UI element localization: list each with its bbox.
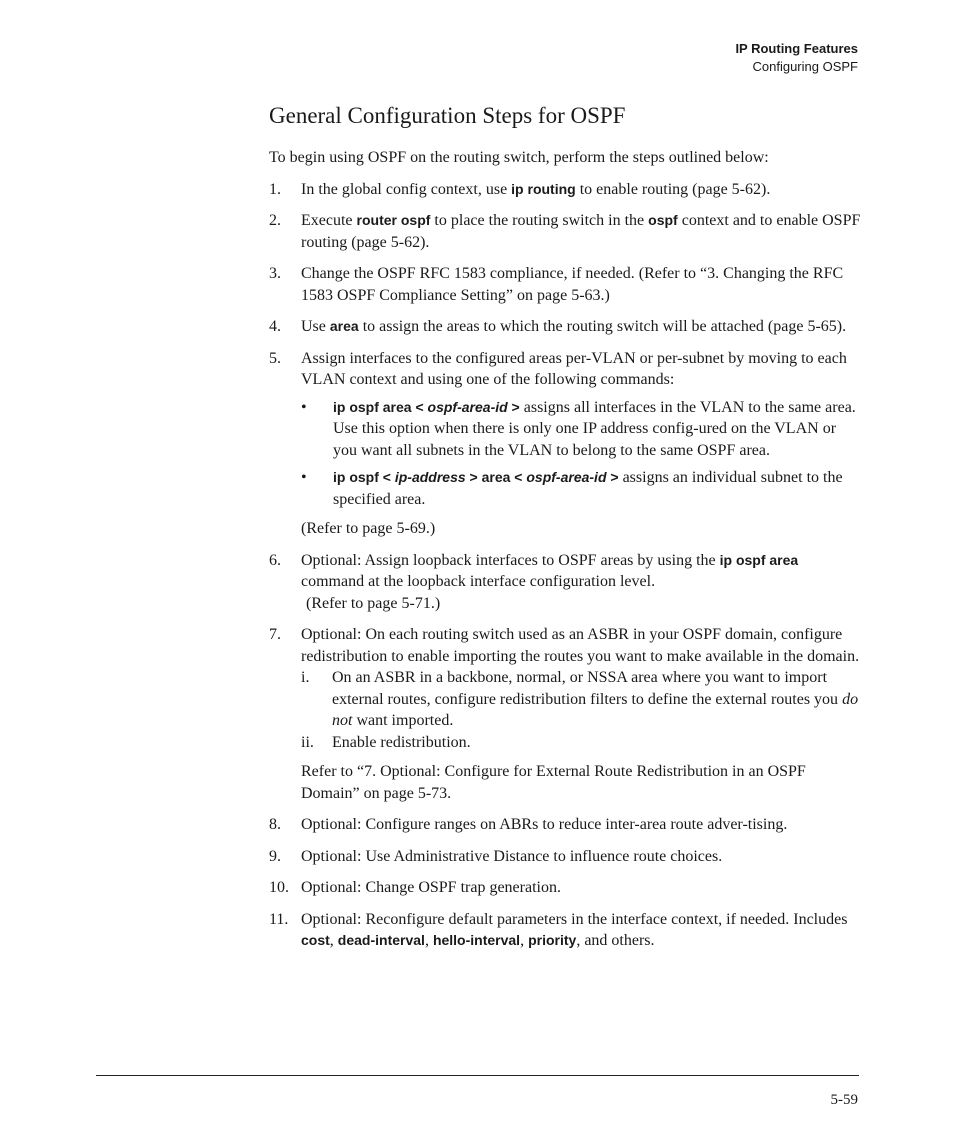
step-number: 5. bbox=[269, 349, 281, 367]
step-text: Optional: Configure ranges on ABRs to reduce inter-area route adver-tising. bbox=[301, 816, 788, 833]
command-text: ip ospf area < bbox=[333, 398, 428, 415]
command-text: ip ospf area bbox=[719, 551, 799, 568]
substep-number: i. bbox=[301, 669, 310, 686]
step-text: Optional: Assign loopback interfaces to OSPF areas by using the bbox=[301, 551, 720, 569]
step-text: , and others. bbox=[576, 932, 655, 949]
command-text: priority bbox=[528, 932, 577, 948]
command-text: > bbox=[507, 398, 520, 415]
command-variable: ospf-area-id bbox=[427, 398, 508, 415]
step-number: 1. bbox=[269, 180, 281, 198]
command-text: > bbox=[606, 469, 619, 485]
step-text: In the global config context, use bbox=[301, 180, 512, 198]
step-4 bbox=[269, 316, 861, 338]
step-8 bbox=[269, 814, 861, 836]
step-number: 11. bbox=[269, 910, 289, 928]
step-text: Execute bbox=[301, 212, 357, 229]
substep-item bbox=[269, 667, 861, 732]
command-text: hello-interval bbox=[432, 932, 521, 948]
step-text: Use bbox=[301, 318, 330, 335]
substep-text: Enable redistribution. bbox=[332, 733, 471, 751]
bullet-item bbox=[301, 397, 861, 462]
step-number: 6. bbox=[269, 551, 281, 569]
step-text: Optional: On each routing switch used as an ASBR in your OSPF domain, configure redistribution to enable importing the routes you want to make available in the domain. bbox=[301, 626, 860, 665]
step-number: 10. bbox=[269, 879, 289, 896]
emphasis-text: do not bbox=[332, 690, 859, 729]
step-text: , bbox=[520, 932, 529, 949]
step-number: 8. bbox=[269, 816, 281, 833]
step-2 bbox=[269, 210, 861, 253]
substep-number: ii. bbox=[301, 733, 314, 751]
command-text: > area < bbox=[465, 469, 527, 485]
command-variable: ip-address bbox=[394, 469, 466, 485]
step-5 bbox=[269, 348, 861, 540]
step-note: (Refer to page 5-69.) bbox=[301, 520, 436, 537]
section-heading: General Configuration Steps for OSPF bbox=[269, 103, 626, 128]
step-9 bbox=[269, 846, 861, 868]
step-number: 9. bbox=[269, 847, 281, 865]
substep-text: On an ASBR in a backbone, normal, or NSSA area where you want to import external routes, configure redistribution filters to define the external routes you bbox=[332, 669, 843, 708]
step-text: context and to enable OSPF routing (page 5-62). bbox=[301, 212, 861, 251]
header-subtitle: Configuring OSPF bbox=[752, 59, 858, 74]
command-variable: ospf-area-id bbox=[526, 469, 607, 485]
step-text: to place the routing switch in the bbox=[430, 212, 649, 229]
page-number: 5-59 bbox=[830, 1092, 858, 1108]
command-text: ip ospf < bbox=[333, 469, 395, 485]
step-note: (Refer to page 5-71.) bbox=[306, 594, 441, 612]
step-1 bbox=[269, 179, 861, 201]
step-11 bbox=[269, 909, 861, 952]
step-number: 3. bbox=[269, 265, 281, 282]
step-text: Optional: Use Administrative Distance to influence route choices. bbox=[301, 847, 723, 865]
step-text: Assign interfaces to the configured areas per-VLAN or per-subnet by moving to each VLAN context and using one of the following commands: bbox=[301, 349, 847, 388]
step-6 bbox=[269, 550, 861, 615]
command-text: cost bbox=[301, 932, 330, 948]
bullet-icon: • bbox=[301, 398, 307, 416]
step-text: , bbox=[424, 932, 433, 949]
footer-divider bbox=[96, 1075, 859, 1076]
bullet-item bbox=[301, 467, 861, 510]
step-number: 2. bbox=[269, 212, 281, 229]
step-text: Change the OSPF RFC 1583 compliance, if needed. (Refer to “3. Changing the RFC 1583 OSPF Compliance Setting” on page 5-63.) bbox=[301, 265, 844, 304]
step-text: , bbox=[329, 932, 338, 949]
header-title: IP Routing Features bbox=[735, 41, 858, 56]
substep-item bbox=[269, 732, 861, 754]
substep-text: want imported. bbox=[352, 712, 454, 729]
running-header bbox=[735, 40, 858, 76]
bullet-text: assigns an individual subnet to the specified area. bbox=[333, 469, 843, 508]
command-text: area bbox=[329, 318, 359, 334]
command-text: router ospf bbox=[356, 212, 431, 228]
step-text: to assign the areas to which the routing switch will be attached (page 5-65). bbox=[358, 318, 847, 335]
step-7 bbox=[269, 624, 861, 804]
step-10 bbox=[269, 877, 861, 899]
intro-text: To begin using OSPF on the routing switch, perform the steps outlined below: bbox=[269, 149, 769, 166]
step-note: Refer to “7. Optional: Configure for External Route Redistribution in an OSPF Domain” on page 5-73. bbox=[301, 763, 806, 802]
step-text: Optional: Change OSPF trap generation. bbox=[301, 879, 561, 896]
bullet-icon: • bbox=[301, 469, 307, 486]
step-3 bbox=[269, 263, 861, 306]
step-number: 4. bbox=[269, 318, 281, 335]
step-text: Optional: Reconfigure default parameters in the interface context, if needed. Includes bbox=[301, 910, 848, 928]
command-text: ospf bbox=[648, 212, 678, 228]
command-text: ip routing bbox=[511, 180, 576, 197]
step-text: command at the loopback interface configuration level. bbox=[301, 573, 656, 590]
step-text: to enable routing (page 5-62). bbox=[575, 180, 771, 198]
command-text: dead-interval bbox=[337, 932, 425, 948]
step-number: 7. bbox=[269, 626, 281, 643]
main-content bbox=[269, 102, 861, 962]
bullet-text: assigns all interfaces in the VLAN to the same area. Use this option when there is only one IP address config-ured on the VLAN or you want all subnets in the VLAN to belong to the same OSPF area. bbox=[333, 398, 856, 459]
